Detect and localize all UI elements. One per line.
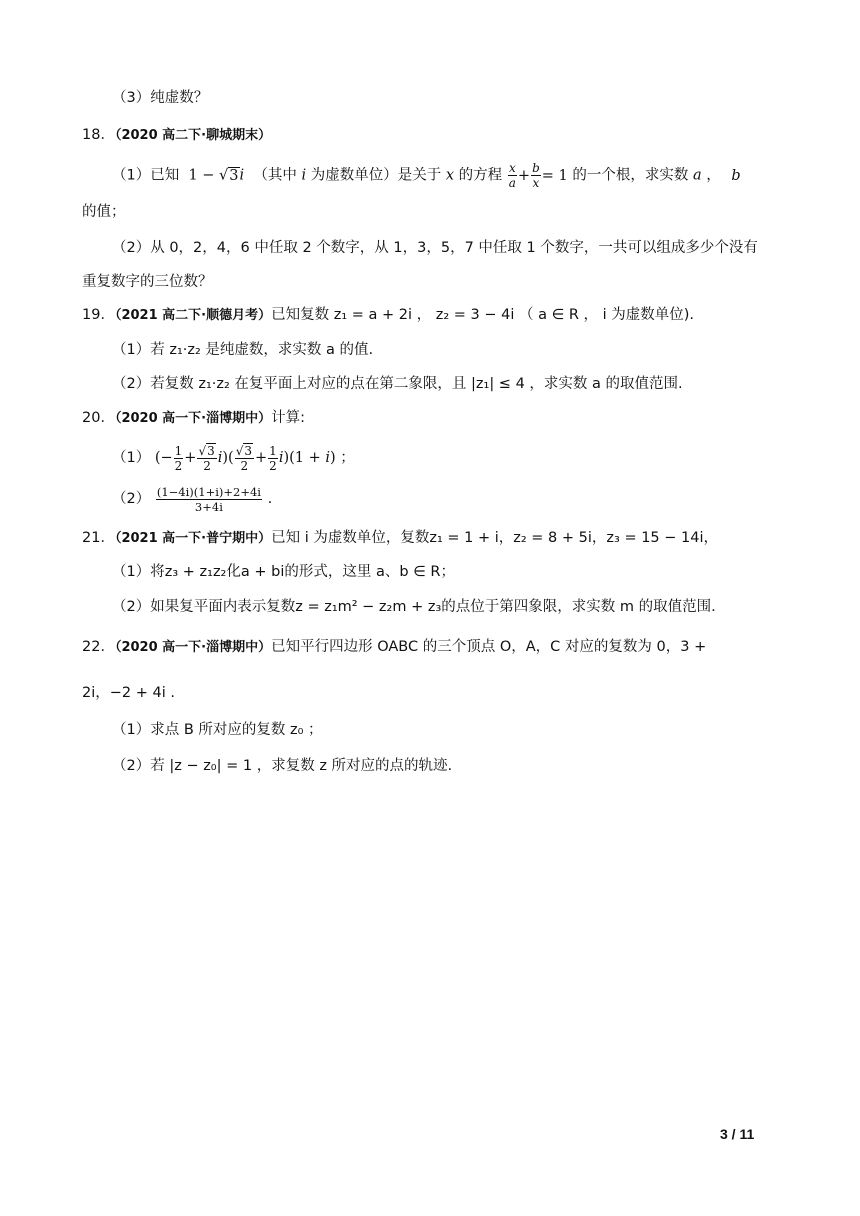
q20-part2 bbox=[112, 484, 272, 514]
text-segment: 的方程 bbox=[458, 167, 503, 184]
question-number: 20． bbox=[82, 410, 115, 426]
text-segment: 的一个根，求实数 bbox=[572, 167, 689, 184]
question-number: 21． bbox=[82, 530, 115, 546]
math-var: x bbox=[445, 167, 455, 184]
question-stem: 已知平行四边形 OABC 的三个顶点 O，A，C 对应的复数为 0，3 + bbox=[271, 639, 707, 655]
question-source: （2021 高一下·普宁期中） bbox=[114, 531, 272, 546]
question-stem: 已知 i 为虚数单位，复数z₁ = 1 + i，z₂ = 8 + 5i，z₃ = 15 − 14i， bbox=[271, 530, 718, 546]
question-stem: 计算: bbox=[271, 410, 305, 426]
q18-part1-line2: 的值； bbox=[82, 204, 126, 220]
question-stem: 已知复数 z₁ = a + 2i ， z₂ = 3 − 4i （ a ∈ R ， i 为虚数单位). bbox=[271, 307, 695, 323]
question-number: 18． bbox=[82, 127, 115, 143]
text-segment: 为虚数单位）是关于 bbox=[310, 167, 442, 184]
q20-stem bbox=[82, 408, 305, 429]
q19-part2: （2）若复数 z₁·z₂ 在复平面上对应的点在第二象限，且 |z₁| ≤ 4 ，求实数 a 的取值范围. bbox=[112, 376, 683, 392]
q21-part1: （1）将z₃ + z₁z₂化a + bi的形式，这里 a、b ∈ R； bbox=[112, 564, 455, 580]
question-source: （2021 高二下·顺德月考） bbox=[114, 308, 272, 323]
math-equation: $\frac{x}{a}$ + $\frac{b}{x}$ = 1 bbox=[508, 161, 568, 190]
q22-stem-line1 bbox=[82, 637, 706, 658]
text-segment: （1）已知 bbox=[112, 167, 180, 184]
math-var: i bbox=[301, 167, 307, 184]
q22-stem-line2: 2i，−2 + 4i . bbox=[82, 685, 175, 701]
q21-part2: （2）如果复平面内表示复数z = z₁m² − z₂m + z₃的点位于第四象限，求实数 m 的取值范围. bbox=[112, 599, 716, 615]
part-label: （2） bbox=[112, 491, 151, 507]
question-source: （2020 高一下·淄博期中） bbox=[114, 640, 272, 655]
math-fraction: $\frac{(1-4i)(1+i)+2+4i}{3+4i}$ bbox=[156, 484, 261, 514]
q19-part1: （1）若 z₁·z₂ 是纯虚数，求实数 a 的值. bbox=[112, 342, 374, 358]
question-source: （2020 高一下·淄博期中） bbox=[114, 411, 272, 426]
text-segment: ， bbox=[706, 167, 721, 184]
q20-part1 bbox=[112, 444, 355, 472]
q22-part1: （1）求点 B 所对应的复数 z₀ ； bbox=[112, 722, 323, 738]
question-number: 22． bbox=[82, 639, 115, 655]
question-number: 19． bbox=[82, 307, 115, 323]
q17-part3: （3）纯虚数？ bbox=[112, 90, 209, 106]
page-number: 3 / 11 bbox=[720, 1126, 755, 1142]
q21-stem bbox=[82, 528, 718, 549]
text-segment: ； bbox=[340, 450, 355, 466]
text-segment: （其中 bbox=[253, 167, 297, 184]
q18-part2-line1: （2）从 0，2，4，6 中任取 2 个数字，从 1，3，5，7 中任取 1 个数字，一共可以组成多少个没有 bbox=[112, 240, 758, 256]
question-source: （2020 高二下·聊城期末） bbox=[114, 128, 272, 143]
part-label: （1） bbox=[112, 450, 151, 466]
q22-part2: （2）若 |z − z₀| = 1 ，求复数 z 所对应的点的轨迹. bbox=[112, 758, 453, 774]
q18-part2-line2: 重复数字的三位数？ bbox=[82, 274, 213, 290]
q18-header bbox=[82, 125, 271, 146]
text-segment: . bbox=[267, 491, 273, 507]
q19-stem bbox=[82, 305, 694, 326]
math-expression: (− $\frac{1}{2}$ + $\frac{√3}{2}$ i)( $\frac{√3}{2}$ + $\frac{1}{2}$ i)(1 + i) bbox=[154, 443, 336, 473]
q18-part1-line1 bbox=[112, 162, 741, 189]
math-var: a bbox=[692, 167, 702, 184]
math-var: b bbox=[731, 167, 741, 184]
math-root: 1 − √3i bbox=[183, 167, 245, 184]
